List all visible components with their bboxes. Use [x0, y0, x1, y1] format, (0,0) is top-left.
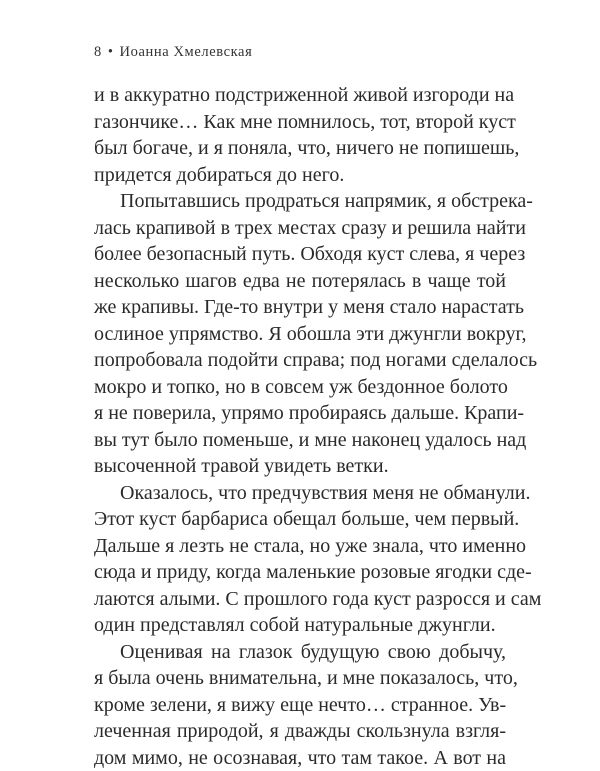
- text-line: я была очень внимательна, и мне показалось, что,: [94, 665, 506, 692]
- text-line: мокро и топко, но в совсем уж бездонное болото: [94, 374, 506, 401]
- paragraph: [94, 480, 506, 639]
- text-line: Дальше я лезть не стала, но уже знала, что именно: [94, 533, 506, 560]
- text-line: леченная природой, я дважды скользнула взгля-: [94, 718, 506, 745]
- paragraph: [94, 82, 506, 188]
- text-line: же крапивы. Где-то внутри у меня стало нарастать: [94, 294, 506, 321]
- text-line: Этот куст барбариса обещал больше, чем первый.: [94, 506, 506, 533]
- text-line: высоченной травой увидеть ветки.: [94, 453, 506, 480]
- text-line: был богаче, и я поняла, что, ничего не попишешь,: [94, 135, 506, 162]
- paragraph: [94, 188, 506, 480]
- text-line: лаются алыми. С прошлого года куст разросся и сам: [94, 586, 506, 613]
- running-head: [94, 44, 506, 61]
- text-line: Попытавшись продраться напрямик, я обстрека-: [94, 188, 506, 215]
- text-line: я не поверила, упрямо пробираясь дальше. Крапи-: [94, 400, 506, 427]
- book-page: [94, 44, 506, 771]
- page-number: 8: [94, 44, 102, 60]
- text-line: один представлял собой натуральные джунгли.: [94, 612, 506, 639]
- header-separator: •: [108, 44, 114, 61]
- text-line: и в аккуратно подстриженной живой изгороди на: [94, 82, 506, 109]
- text-line: вы тут было поменьше, и мне наконец удалось над: [94, 427, 506, 454]
- text-line: газончике… Как мне помнилось, тот, второй куст: [94, 109, 506, 136]
- author-name: Иоанна Хмелевская: [120, 44, 253, 60]
- text-line: Оказалось, что предчувствия меня не обманули.: [94, 480, 506, 507]
- text-line: сюда и приду, когда маленькие розовые ягодки сде-: [94, 559, 506, 586]
- paragraph: [94, 639, 506, 771]
- text-line: Оценивая на глазок будущую свою добычу,: [94, 639, 506, 666]
- text-line: лась крапивой в трех местах сразу и решила найти: [94, 215, 506, 242]
- text-line: несколько шагов едва не потерялась в чаще той: [94, 268, 506, 295]
- text-line: кроме зелени, я вижу еще нечто… странное. Ув-: [94, 692, 506, 719]
- text-line: попробовала подойти справа; под ногами сделалось: [94, 347, 506, 374]
- text-line: ослиное упрямство. Я обошла эти джунгли вокруг,: [94, 321, 506, 348]
- body-text: [94, 82, 506, 771]
- text-line: более безопасный путь. Обходя куст слева, я через: [94, 241, 506, 268]
- text-line: дом мимо, не осознавая, что там такое. А вот на: [94, 745, 506, 771]
- text-line: придется добираться до него.: [94, 162, 506, 189]
